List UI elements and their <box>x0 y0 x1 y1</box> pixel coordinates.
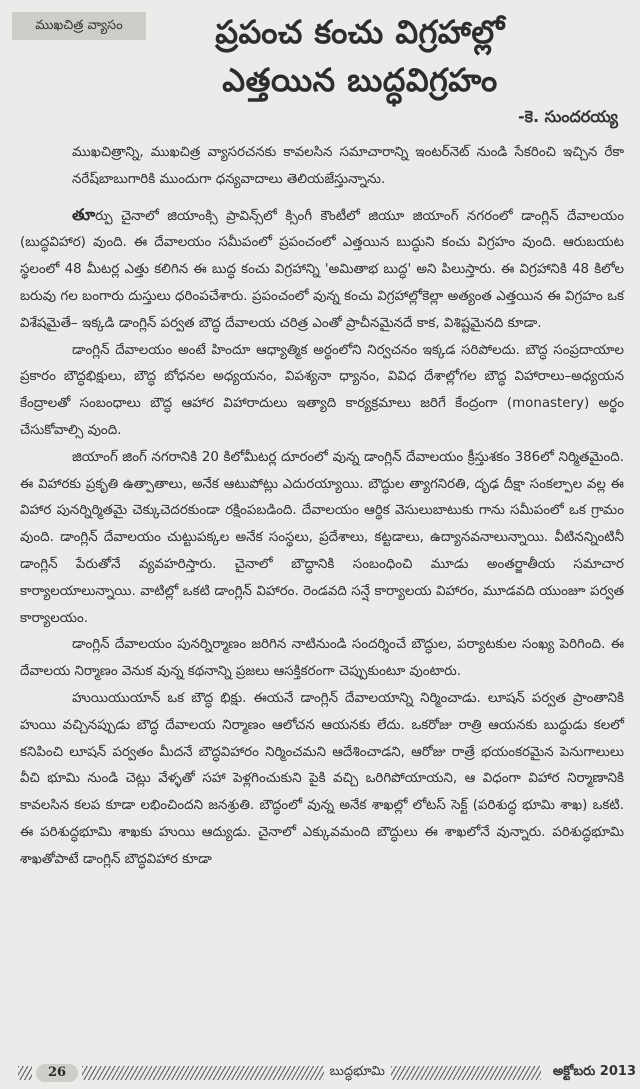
paragraph-5: హుయియుయాన్ ఒక బౌద్ధ భిక్షు. ఈయనే డాంగ్లిన్ దేవాలయాన్ని నిర్మించాడు. లూషన్ పర్వత ప్రాంతానికి హుయి వచ్చినప్పుడు బౌద్ధ దేవాలయ నిర్మాణం ఆలోచన ఆయనకు లేదు. ఒకరోజు రాత్రి ఆయనకు బుద్ధుడు కలలో కనిపించి లూషన్ పర్వతం మీదనే బౌద్ధవిహారం నిర్మించమని ఆదేశించాడని, ఆరోజు రాత్రే భయంకరమైన పెనుగాలులు వీచి భూమి నుండి చెట్లు వేళ్ళతో సహా పెళ్లగించుకుని పైకి వచ్చి ఒరిగిపోయాయని, ఆ విధంగా విహార నిర్మాణానికి కావలసిన కలప కూడా లభించిందని జనశ్రుతి. బౌద్ధంలో వున్న అనేక శాఖల్లో లోటస్ సెక్ట్ (పరిశుద్ధ భూమి శాఖ) ఒకటి. ఈ పరిశుద్ధభూమి శాఖకు హుయి ఆద్యుడు. చైనాలో ఎక్కువమంది బౌద్ధులు ఈ శాఖలోనే వున్నారు. పరిశుద్ధభూమి శాఖతోపాటే డాంగ్లిన్ బౌద్ధవిహార కూడా <box>20 690 624 867</box>
paragraph-3: జియాంగ్ జింగ్ నగరానికి 20 కిలోమీటర్ల దూరంలో వున్న డాంగ్లిన్ దేవాలయం క్రీస్తుశకం 386లో నిర్మితమైంది. ఈ విహారకు ప్రకృతి ఉత్పాతాలు, అనేక ఆటుపోట్లు ఎదురయ్యాయి. బౌద్ధుల త్యాగనిరతి, దృఢ దీక్షా సంకల్పాల వల్ల ఈ విహార పునర్నిర్మితమై చెక్కుచెదరకుండా రక్షింపబడింది. దేవాలయం ఆర్థిక వెసులుబాటుకు గాను సమీపంలో ఒక గ్రామం వుంది. డాంగ్లిన్ దేవాలయం చుట్టుపక్కల అనేక సంస్థలు, ప్రదేశాలు, కట్టడాలు, ఉద్యానవనాలున్నాయి. వీటినన్నింటినీ డాంగ్లిన్ పేరుతోనే వ్యవహరిస్తారు. చైనాలో బౌద్ధానికి సంబంధించి మూడు అంతర్జాతీయ సమాచార కార్యాలయాలున్నాయి. వాటిల్లో ఒకటి డాంగ్లిన్ విహారం. రెండవది సన్షే కార్యాలయ విహారం, మూడవది యుంజూ పర్వత కార్యాలయం. <box>20 449 624 626</box>
article-title <box>150 8 570 104</box>
title-line-2: ఎత్తయిన బుద్ధవిగ్రహం <box>222 61 498 99</box>
paragraph-1-text: ర్పు చైనాలో జియాంక్సి ప్రావిన్స్‌లో క్సింగీ కౌంటీలో జియూ జియాంగ్ నగరంలో డాంగ్లిన్ దేవాలయం (బుద్ధవిహార) వుంది. ఈ దేవాలయం సమీపంలో ప్రపంచంలో ఎత్తయిన బుద్ధుని కంచు విగ్రహం వుంది. ఆరుబయట స్థలంలో 48 మీటర్ల ఎత్తు కలిగిన ఈ బుద్ధ కంచు విగ్రహాన్ని 'అమితాభ బుద్ధ' అని పిలుస్తారు. ఈ విగ్రహానికి 48 కిలోల బరువు గల బంగారు దుస్తులు ధరింపచేశారు. ప్రపంచంలో వున్న కంచు విగ్రహాల్లోకెల్లా అత్యంత ఎత్తయిన ఈ విగ్రహం ఒక విశేషమైతే– ఇక్కడి డాంగ్లిన్ పర్వత బౌద్ధ దేవాలయ చరిత్ర ఎంతో ప్రాచీనమైనదే కాక, విశిష్టమైనది కూడా. <box>20 208 624 331</box>
author-byline: -కె. సుందరయ్య <box>517 107 618 126</box>
hatch-divider <box>82 1066 324 1080</box>
section-tag: ముఖచిత్ర వ్యాసం <box>12 12 146 40</box>
acknowledgement: ముఖచిత్రాన్ని, ముఖచిత్ర వ్యాసరచనకు కావలసిన సమాచారాన్ని ఇంటర్‌నెట్ నుండి సేకరించి ఇచ్చిన రేకా నరేష్‌బాబుగారికి ముందుగా ధన్యవాదాలు తెలియజేస్తున్నాను. <box>72 145 624 187</box>
page-footer <box>18 1062 636 1084</box>
page-number: 26 <box>36 1064 78 1082</box>
magazine-name: బుద్ధభూమి <box>329 1064 385 1079</box>
paragraph-2: డాంగ్లిన్ దేవాలయం అంటే హిందూ ఆధ్యాత్మిక అర్థంలోని నిర్వచనం ఇక్కడ సరిపోలదు. బౌద్ధ సంప్రదాయాల ప్రకారం బౌద్ధభిక్షులు, బౌద్ధ బోధనల అధ్యయనం, విపశ్యనా ధ్యానం, వివిధ దేశాల్లోగల బౌద్ధ విహారాలు–అధ్యయన కేంద్రాలతో సంబంధాలు బౌద్ధ ఆహార విహారాదులు ఇత్యాది కార్యక్రమాలు జరిగే కేంద్రంగా (monastery) అర్థం చేసుకోవాల్సి వుంది. <box>20 342 624 438</box>
paragraph-1 <box>20 202 624 338</box>
title-line-1: ప్రపంచ కంచు విగ్రహాల్లో <box>215 13 505 51</box>
hatch-divider <box>391 1066 541 1080</box>
issue-date: అక్టోబరు 2013 <box>552 1064 636 1079</box>
dropcap: తూ <box>72 204 96 224</box>
paragraph-4: డాంగ్లిన్ దేవాలయం పునర్నిర్మాణం జరిగిన నాటినుండి సందర్శించే బౌద్ధుల, పర్యాటకుల సంఖ్య పెరిగింది. ఈ దేవాలయ నిర్మాణం వెనుక వున్న కథనాన్ని ప్రజలు ఆసక్తికరంగా చెప్పుకుంటూ వుంటారు. <box>20 637 624 680</box>
article-body <box>20 140 624 874</box>
hatch-divider <box>18 1066 32 1080</box>
